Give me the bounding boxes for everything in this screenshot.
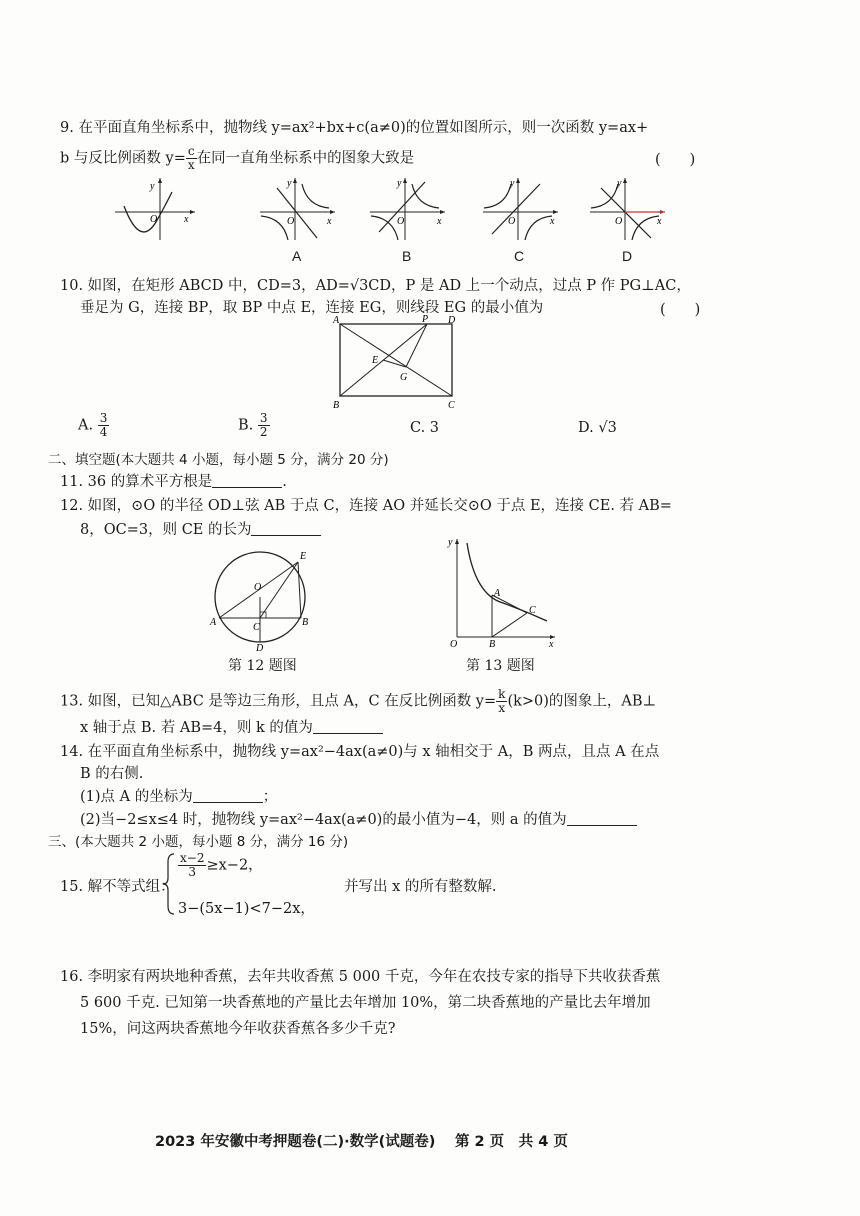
q15-label: 15. 解不等式组： [60,879,175,895]
q10-option-a: A. $\frac{3}{4}$ [78,411,108,439]
q9-line1: 9. 在平面直角坐标系中，抛物线 y=ax²+bx+c(a≠0)的位置如图所示，则一次函数 y=ax+ [60,120,649,136]
svg-text:C: C [253,622,260,633]
q9-answer-paren: ( ) [655,152,696,168]
svg-text:B: B [333,400,340,411]
svg-text:B: B [489,639,496,650]
q16-line3: 15%，问这两块香蕉地今年收获香蕉各多少千克? [80,1021,396,1037]
svg-text:y: y [397,178,402,189]
svg-text:P: P [422,314,429,325]
q9-parabola-graph [110,172,200,244]
q13-figure-caption: 第 13 题图 [466,658,535,674]
q12-figure-caption: 第 12 题图 [228,658,297,674]
svg-text:E: E [372,355,379,366]
svg-text:O: O [508,216,516,227]
q9-option-c-label: C [514,248,525,264]
section-3-heading: 三、(本大题共 2 小题，每小题 8 分，满分 16 分) [48,834,349,850]
q16-line1: 16. 李明家有两块地种香蕉，去年共收香蕉 5 000 千克，今年在农技专家的指导下共收获香蕉 [60,969,661,985]
svg-text:x: x [184,214,189,225]
q9-line2: b 与反比例函数 y= $\frac{c}{x}$ 在同一直角坐标系中的图象大致是 [60,144,415,172]
svg-text:x: x [327,216,332,227]
q14-line1: 14. 在平面直角坐标系中，抛物线 y=ax²−4ax(a≠0)与 x 轴相交于 A，B 两点，且点 A 在点 [60,744,660,760]
q10-line2: 垂足为 G，连接 BP，取 BP 中点 E，连接 EG，则线段 EG 的最小值为 [80,300,544,316]
q14-line2: B 的右侧. [80,766,144,782]
q9-fraction: $\frac{c}{x}$ [187,144,195,172]
q16-line2: 5 600 千克. 已知第一块香蕉地的产量比去年增加 10%，第二块香蕉地的产量比去年增加 [80,995,651,1011]
q15-inequality-1: $\frac{x-2}{3}$ ≥x−2， [180,851,263,879]
svg-text:y: y [287,178,292,189]
svg-text:x: x [549,639,554,650]
q15-tail: 并写出 x 的所有整数解. [344,879,497,895]
q10-option-b: B. $\frac{3}{2}$ [238,411,268,439]
q9-option-d-graph [585,172,670,244]
svg-text:A: A [210,617,217,628]
q13-line2: x 轴于点 B. 若 AB=4，则 k 的值为 [80,718,383,738]
q12-line2: 8，OC=3，则 CE 的长为 [80,520,321,540]
svg-text:A: A [494,588,501,599]
q14-part2-blank[interactable] [567,811,637,826]
q9-option-a-label: A [292,248,302,264]
q12-line1: 12. 如图，⊙O 的半径 OD⊥弦 AB 于点 C，连接 AO 并延长交⊙O 于点 E，连接 CE. 若 AB= [60,498,672,514]
svg-text:O: O [397,216,405,227]
q13-line1: 13. 如图，已知△ABC 是等边三角形，且点 A，C 在反比例函数 y= $\frac{k}{x}$ (k>0)的图象上，AB⊥ [60,687,657,715]
svg-text:O: O [450,639,458,650]
svg-text:y: y [150,181,155,192]
svg-text:O: O [615,216,623,227]
q10-answer-paren: ( ) [660,302,701,318]
svg-text:y: y [448,537,453,548]
q12-circle-figure [205,540,325,652]
q15-inequality-2: 3−(5x−1)<7−2x， [178,901,315,917]
svg-text:A: A [333,315,340,326]
q10-option-d: D. √3 [578,420,617,436]
section-2-heading: 二、填空题(本大题共 4 小题，每小题 5 分，满分 20 分) [48,452,389,468]
q9-option-d-label: D [622,248,633,264]
svg-text:C: C [448,400,455,411]
svg-text:O: O [254,582,262,593]
q9-option-c-graph [478,172,563,244]
page-footer: 2023 年安徽中考押题卷(二)·数学(试题卷) 第 2 页 共 4 页 [155,1134,568,1150]
svg-text:E: E [300,551,307,562]
q14-line4: (2)当−2≤x≤4 时，抛物线 y=ax²−4ax(a≠0)的最小值为−4，则 a 的值为 [80,810,637,830]
q10-rectangle-figure [330,312,465,412]
svg-text:D: D [448,315,456,326]
q10-option-c: C. 3 [410,420,440,436]
q10-line1: 10. 如图，在矩形 ABCD 中，CD=3，AD=√3CD，P 是 AD 上一个动点，过点 P 作 PG⊥AC， [60,278,691,294]
svg-text:x: x [437,216,442,227]
svg-text:B: B [302,617,309,628]
q13-blank[interactable] [313,719,383,734]
q11-blank[interactable] [212,473,282,488]
q11: 11. 36 的算术平方根是 . [60,474,287,490]
q14-part1-blank[interactable] [193,788,263,803]
svg-text:y: y [510,178,515,189]
svg-text:O: O [287,216,295,227]
svg-text:C: C [529,605,536,616]
svg-text:x: x [550,216,555,227]
svg-text:G: G [400,372,408,383]
svg-text:O: O [150,214,158,225]
q12-blank[interactable] [251,521,321,536]
q9-option-b-graph [365,172,450,244]
q9-option-b-label: B [402,248,412,264]
svg-text:x: x [657,216,662,227]
svg-text:y: y [617,178,622,189]
q13-hyperbola-figure [445,535,563,650]
q14-line3: (1)点 A 的坐标为 ； [80,789,278,805]
svg-text:D: D [256,643,264,652]
q15-brace-icon [162,852,176,916]
q9-option-a-graph [255,172,340,244]
q13-fraction: $\frac{k}{x}$ [498,687,506,715]
